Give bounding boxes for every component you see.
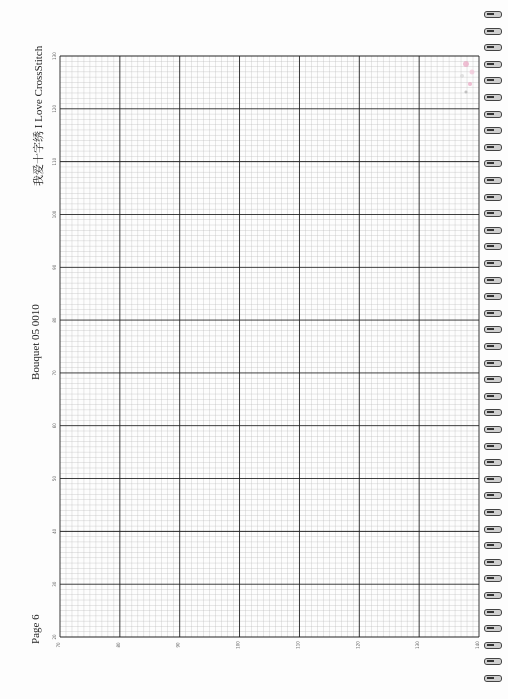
binding-ring-icon <box>484 359 502 367</box>
binding-ring-icon <box>484 226 502 234</box>
binding-ring-icon <box>484 657 502 665</box>
y-tick-label: 120 <box>52 104 57 113</box>
y-tick-label: 20 <box>52 634 57 640</box>
binding-ring-icon <box>484 375 502 383</box>
flower-dot <box>468 82 472 86</box>
binding-ring-icon <box>484 608 502 616</box>
x-tick-label: 90 <box>175 642 181 648</box>
flower-dot <box>460 74 464 78</box>
y-tick-label: 90 <box>52 264 57 270</box>
binding-ring-icon <box>484 209 502 217</box>
binding-ring-icon <box>484 442 502 450</box>
book-title: 我爱十字绣 I Love CrossStitch <box>33 45 45 186</box>
binding-ring-icon <box>484 176 502 184</box>
binding-ring-icon <box>484 60 502 68</box>
binding-ring-icon <box>484 624 502 632</box>
binding-ring-icon <box>484 392 502 400</box>
x-tick-label: 110 <box>295 641 301 649</box>
binding-ring-icon <box>484 309 502 317</box>
pattern-name: Bouquet 05 0010 <box>30 304 42 380</box>
binding-ring-icon <box>484 193 502 201</box>
binding-ring-icon <box>484 475 502 483</box>
flower-dot <box>470 70 475 75</box>
x-tick-label: 100 <box>235 641 241 649</box>
binding-ring-icon <box>484 10 502 18</box>
binding-ring-icon <box>484 143 502 151</box>
y-tick-label: 30 <box>52 581 57 587</box>
y-tick-label: 80 <box>52 317 57 323</box>
binding-ring-icon <box>484 259 502 267</box>
binding-ring-icon <box>484 558 502 566</box>
x-tick-label: 80 <box>115 642 121 648</box>
y-tick-label: 130 <box>52 52 57 60</box>
y-tick-label: 50 <box>52 475 57 482</box>
binding-ring-icon <box>484 93 502 101</box>
x-tick-label: 140 <box>475 641 480 649</box>
binding-ring-icon <box>484 491 502 499</box>
x-tick-label: 70 <box>56 642 61 648</box>
binding-ring-icon <box>484 242 502 250</box>
binding-ring-icon <box>484 110 502 118</box>
binding-ring-icon <box>484 574 502 582</box>
binding-ring-icon <box>484 27 502 35</box>
binding-ring-icon <box>484 674 502 682</box>
y-tick-label: 40 <box>52 528 57 534</box>
binding-ring-icon <box>484 541 502 549</box>
y-tick-label: 100 <box>52 210 57 219</box>
x-tick-label: 120 <box>355 641 361 649</box>
binding-ring-icon <box>484 342 502 350</box>
flower-dot <box>465 91 468 94</box>
binding-ring-icon <box>484 276 502 284</box>
binding-ring-icon <box>484 508 502 516</box>
binding-ring-icon <box>484 525 502 533</box>
binding-ring-icon <box>484 591 502 599</box>
binding-ring-icon <box>484 159 502 167</box>
y-tick-label: 110 <box>52 157 57 166</box>
x-tick-label: 130 <box>415 641 421 649</box>
binding-ring-icon <box>484 425 502 433</box>
binding-ring-icon <box>484 325 502 333</box>
page-number: Page 6 <box>30 614 42 644</box>
binding-ring-icon <box>484 126 502 134</box>
binding-ring-icon <box>484 458 502 466</box>
binding-ring-icon <box>484 43 502 51</box>
binding-ring-icon <box>484 641 502 649</box>
flower-dot <box>463 61 469 67</box>
binding-ring-icon <box>484 76 502 84</box>
binding-ring-icon <box>484 408 502 416</box>
y-tick-label: 60 <box>52 423 57 429</box>
binding-ring-icon <box>484 292 502 300</box>
y-tick-label: 70 <box>52 370 57 376</box>
spiral-binding <box>484 0 508 699</box>
